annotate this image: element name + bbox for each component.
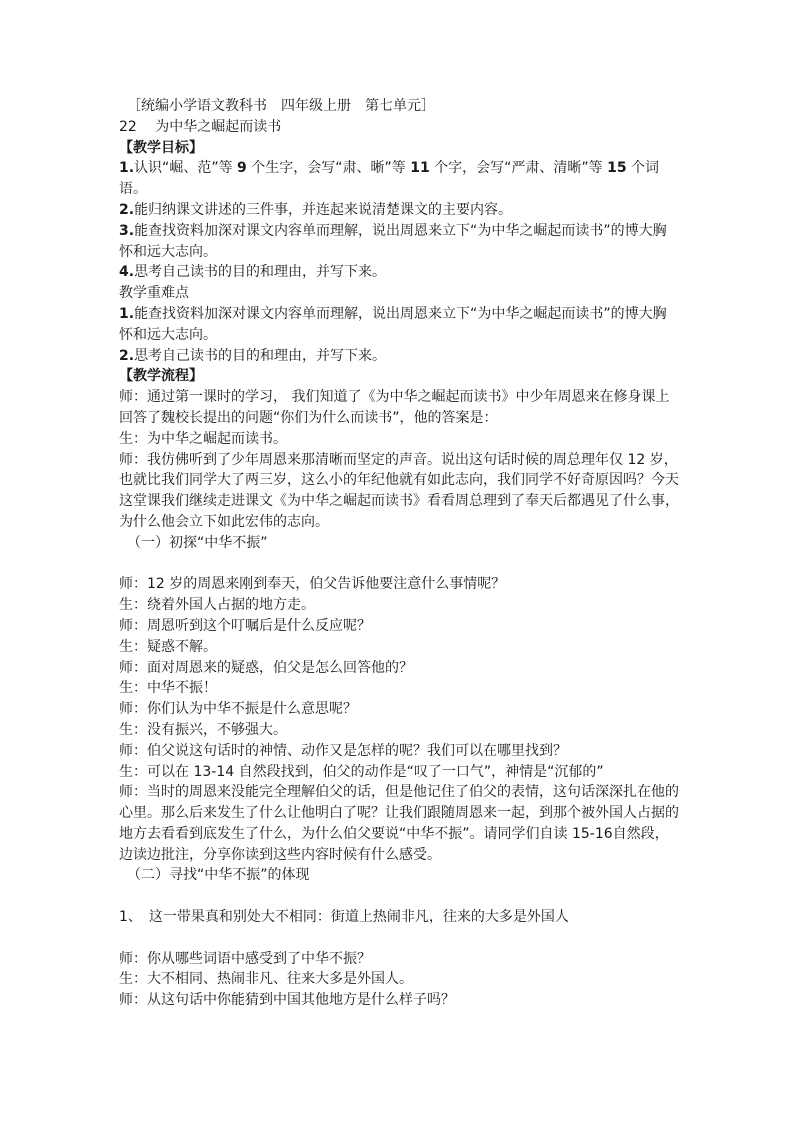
flow-line: 地方去看看到底发生了什么，为什么伯父要说“中华不振”。请同学们自读 15-16自然段， [119,825,669,842]
goal-item-3-cont: 怀和远大志向。 [119,243,217,260]
key-point-1-cont: 怀和远大志向。 [119,326,217,343]
blank-line [119,928,684,949]
flow-line: 师：周恩听到这个叮嘱后是什么反应呢？ [119,617,371,634]
goal-item-1: 1.认识“崛、范”等 9 个生字，会写“肃、晰”等 11 个字，会写“严肃、清晰”等 15 个词 [119,160,660,177]
flow-line: 生：绕着外国人占据的地方走。 [119,597,315,614]
blank-line [119,554,684,575]
flow-line: 生：可以在 13-14 自然段找到，伯父的动作是“叹了一口气”，神情是“沉郁的” [119,763,604,780]
flow-line: 师：你们认为中华不振是什么意思呢？ [119,701,357,718]
flow-line: 生：大不相同、热闹非凡、往来大多是外国人。 [119,971,413,988]
flow-line: 师：你从哪些词语中感受到了中华不振？ [119,950,371,967]
goal-item-4: 4.思考自己读书的目的和理由，并写下来。 [119,264,387,281]
flow-heading: 【教学流程】 [119,368,203,385]
goal-item-1-cont: 语。 [119,181,147,198]
key-point-2: 2.思考自己读书的目的和理由，并写下来。 [119,347,387,364]
flow-line: 生：为中华之崛起而读书。 [119,430,287,447]
goals-heading: 【教学目标】 [119,139,203,156]
flow-line: 师：从这句话中你能猜到中国其他地方是什么样子吗？ [119,992,455,1009]
flow-line: （一）初探“中华不振” [127,534,268,551]
flow-line: 生：中华不振！ [119,680,217,697]
flow-line: 生：没有振兴，不够强大。 [119,721,287,738]
flow-line: （二）寻找“中华不振”的体现 [127,867,310,884]
flow-line: 1、 这一带果真和别处大不相同：街道上热闹非凡，往来的大多是外国人 [119,909,569,926]
flow-line: 生：疑惑不解。 [119,638,217,655]
flow-line: 也就比我们同学大了两三岁，这么小的年纪他就有如此志向，我们同学不好奇原因吗？今天 [119,472,679,489]
flow-line: 心里。那么后来发生了什么让他明白了呢？让我们跟随周恩来一起，到那个被外国人占据的 [119,805,679,822]
doc-header: ［统编小学语文教科书 四年级上册 第七单元］ [127,98,435,114]
goal-item-2: 2.能归纳课文讲述的三件事，并连起来说清楚课文的主要内容。 [119,201,513,218]
flow-line: 师：通过第一课时的学习， 我们知道了《为中华之崛起而读书》中少年周恩来在修身课上 [119,389,670,406]
blank-line [119,886,684,907]
key-point-1: 1.能查找资料加深对课文内容单而理解，说出周恩来立下“为中华之崛起而读书”的博大胸 [119,305,667,322]
flow-line: 为什么他会立下如此宏伟的志向。 [119,513,329,530]
flow-line: 师：12 岁的周恩来刚到奉天，伯父告诉他要注意什么事情呢？ [119,576,506,593]
lesson-title: 22 为中华之崛起而读书 [119,118,282,135]
flow-line: 师：我仿佛听到了少年周恩来那清晰而坚定的声音。说出这句话时候的周总理年仅 12 岁， [119,451,678,468]
flow-line: 边读边批注，分享你读到这些内容时候有什么感受。 [119,846,441,863]
flow-line: 回答了魏校长提出的问题“你们为什么而读书”，他的答案是： [119,409,498,426]
flow-line: 师：面对周恩来的疑惑，伯父是怎么回答他的？ [119,659,413,676]
teaching-flow [119,387,684,1011]
flow-line: 这堂课我们继续走进课文《为中华之崛起而读书》看看周总理到了奉天后都遇见了什么事， [119,493,679,510]
flow-line: 师：伯父说这句话时的神情、动作又是怎样的呢？我们可以在哪里找到？ [119,742,567,759]
goal-item-3: 3.能查找资料加深对课文内容单而理解，说出周恩来立下“为中华之崛起而读书”的博大胸 [119,222,667,239]
flow-line: 师：当时的周恩来没能完全理解伯父的话，但是他记住了伯父的表情，这句话深深扎在他的 [119,784,679,801]
document-body [119,96,684,1011]
key-points-heading: 教学重难点 [119,285,189,302]
